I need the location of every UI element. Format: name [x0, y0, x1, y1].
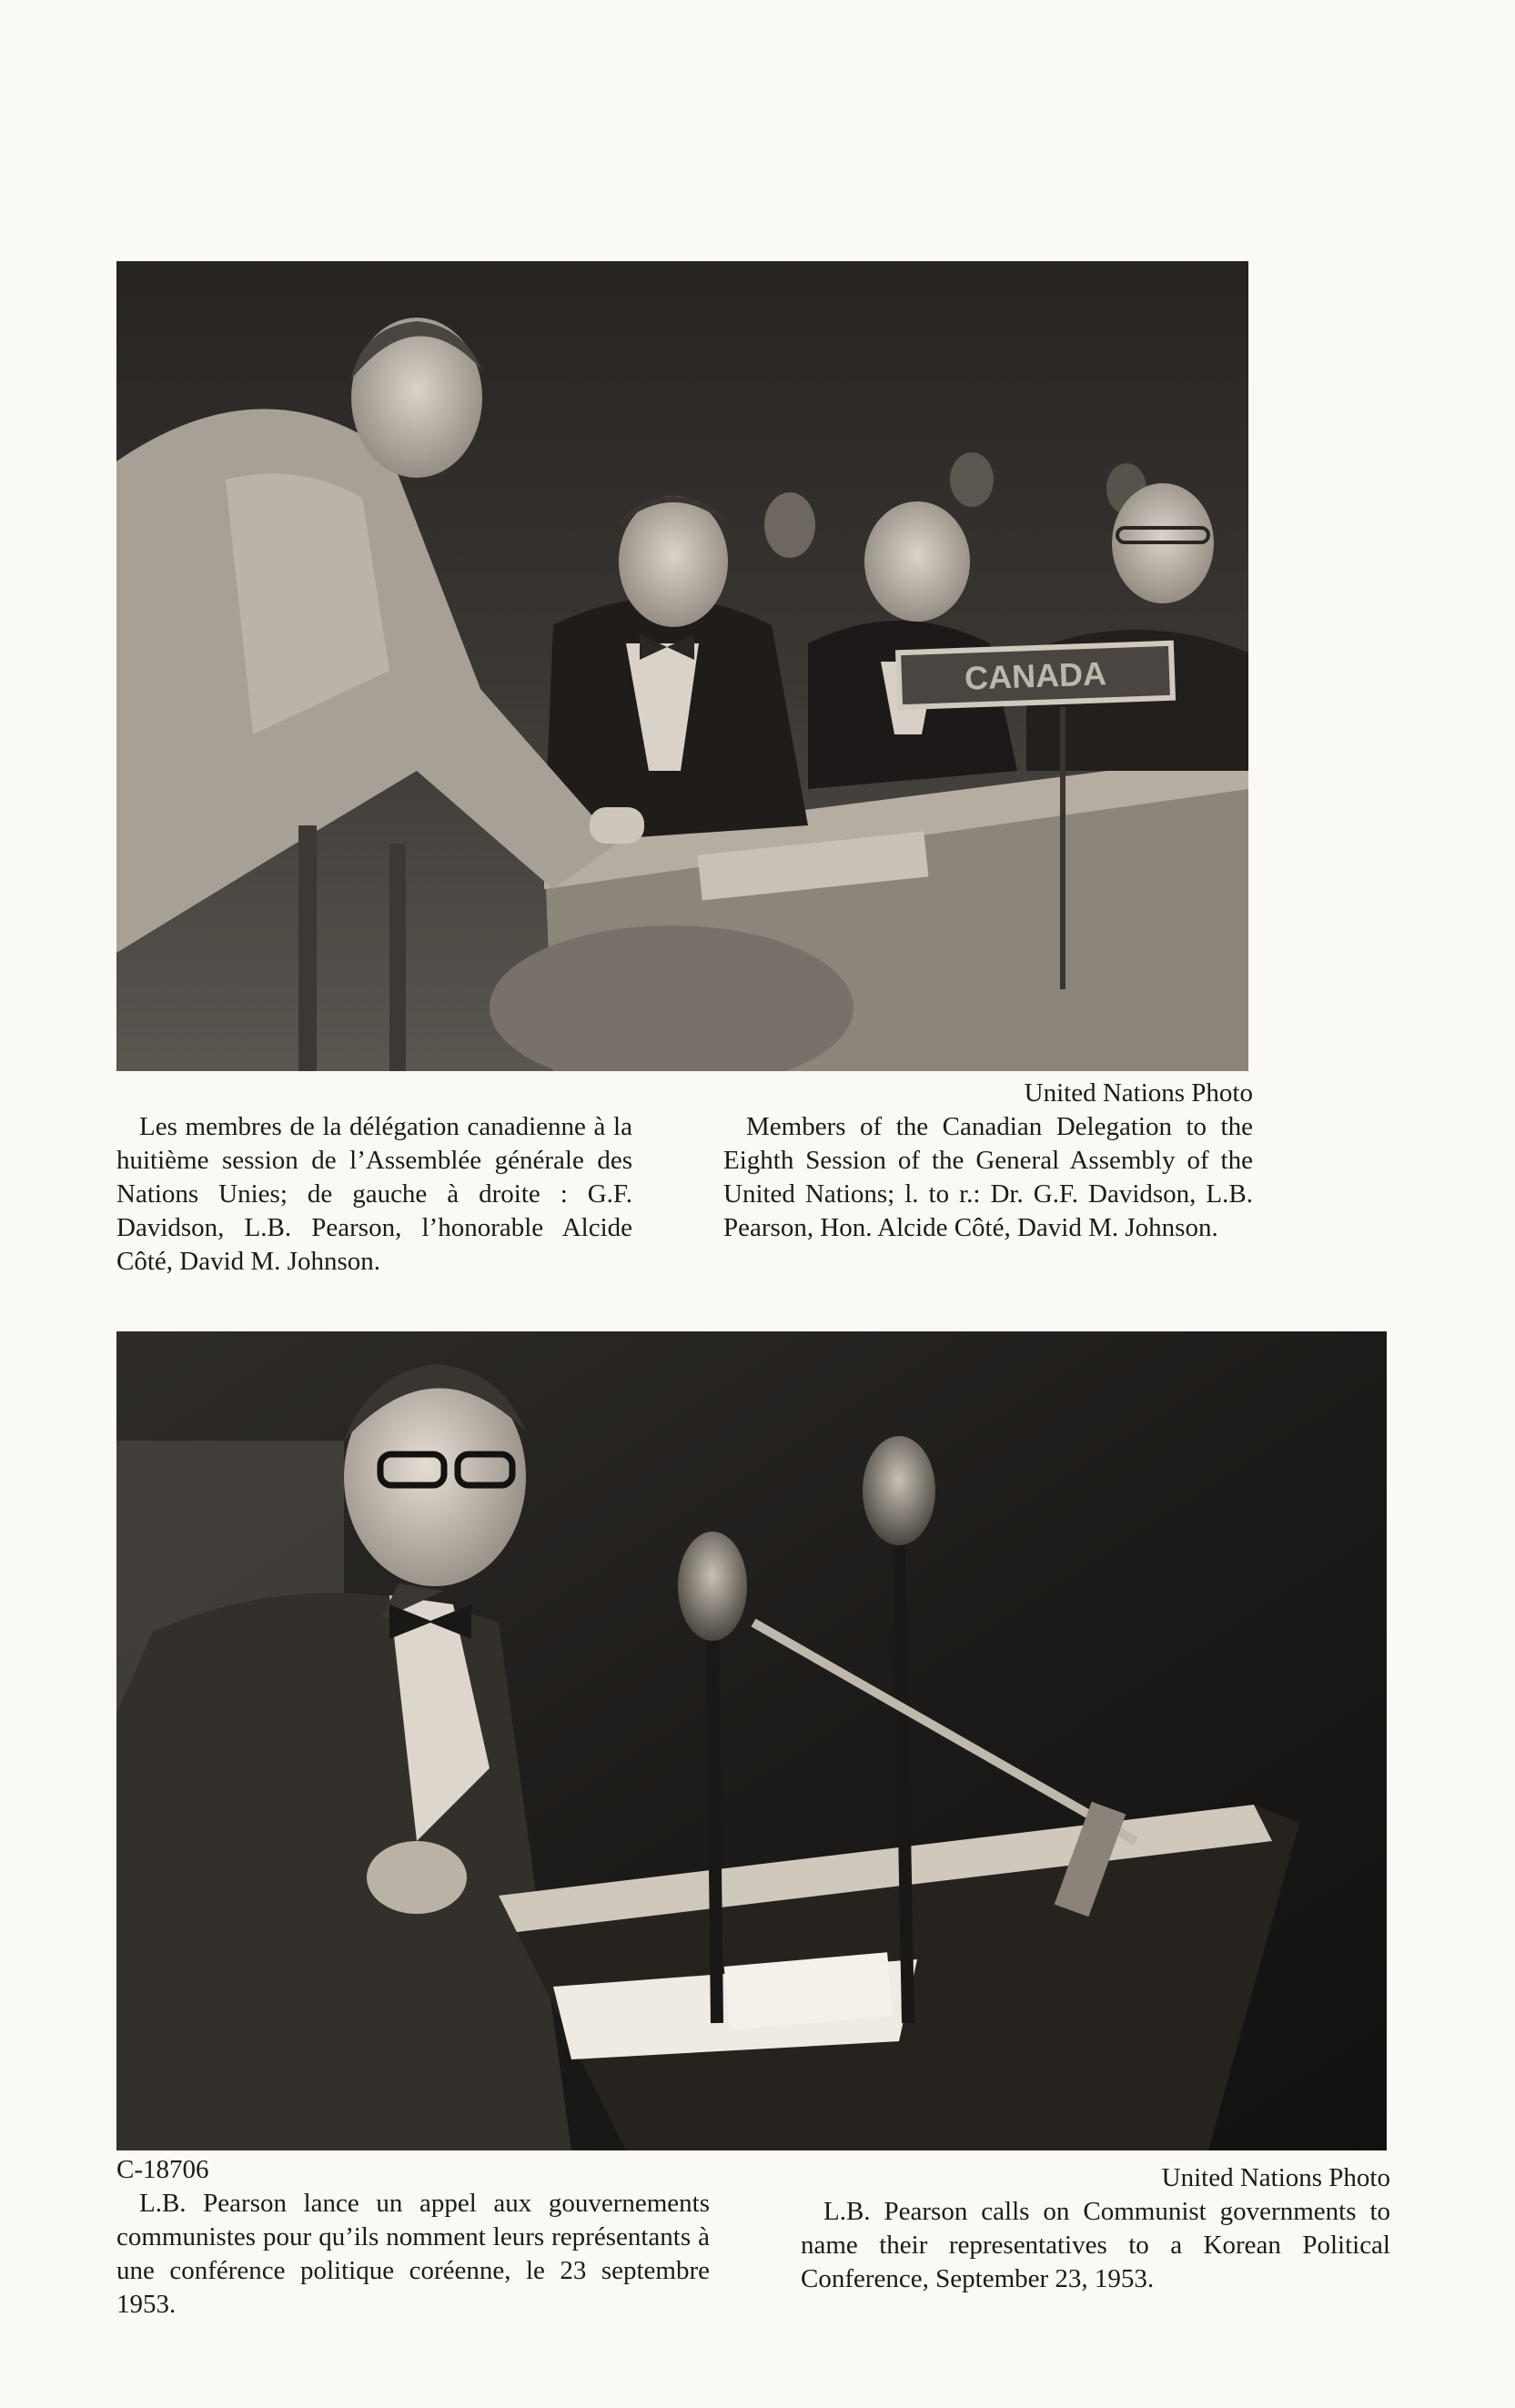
photo2-credit-text: United Nations Photo: [1161, 2163, 1390, 2192]
photo-credit-text: United Nations Photo: [1024, 1078, 1253, 1108]
caption2-english: [801, 2195, 1390, 2296]
podium-photo: [116, 1331, 1387, 2150]
delegation-photo-image: [116, 261, 1248, 1071]
caption-english: [723, 1110, 1253, 1245]
caption2-french: [116, 2187, 710, 2322]
delegation-photo: [116, 261, 1248, 1071]
photo-reference-code-text: C-18706: [116, 2155, 209, 2184]
caption2-french-text: L.B. Pearson lance un appel aux gouvernements communistes pour qu’ils nomment leurs représentants à une conférence politique coréenne, le 23 septembre 1953.: [116, 2189, 710, 2319]
photo-reference-code: [116, 2153, 209, 2187]
caption-english-text: Members of the Canadian Delegation to the Eighth Session of the General Assembly of the United Nations; l. to r.: Dr. G.F. Davidson, L.B. Pearson, Hon. Alcide Côté, David M. Johnson.: [723, 1112, 1253, 1242]
canada-nameplate: CANADA: [964, 654, 1107, 697]
caption-french: [116, 1110, 632, 1279]
photo2-credit: [801, 2161, 1390, 2195]
photo-credit: [723, 1077, 1253, 1110]
podium-photo-image: [116, 1331, 1387, 2150]
caption2-english-text: L.B. Pearson calls on Communist governments to name their representatives to a Korean Political Conference, September 23, 1953.: [801, 2197, 1390, 2293]
caption-french-text: Les membres de la délégation canadienne à la huitième session de l’Assemblée générale des Nations Unies; de gauche à droite : G.F. Davidson, L.B. Pearson, l’honorable Alcide Côté, David M. Johnson.: [116, 1112, 632, 1276]
